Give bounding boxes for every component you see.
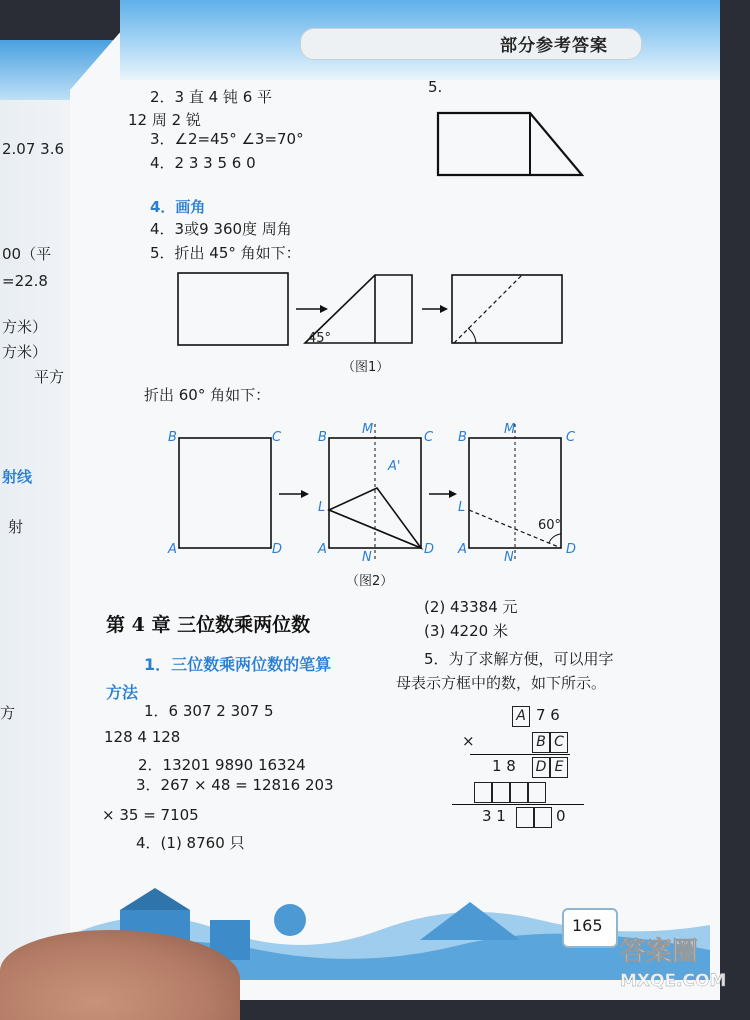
left-text-7: 射线 <box>2 468 33 486</box>
left-text-5: 方米） <box>2 343 48 361</box>
left-text-9: 方 <box>0 704 16 722</box>
answer-line-4: 4．2 3 3 5 6 0 <box>150 154 256 172</box>
figure-2-60-degree-fold <box>165 418 585 568</box>
left-text-2: 00（平 <box>2 245 52 263</box>
fig2-label-B: B <box>168 430 177 445</box>
section-4-title: 4．画角 <box>150 198 206 216</box>
watermark-bottom-text: MXQE.COM <box>620 971 727 991</box>
fig2-label-C: C <box>272 430 282 445</box>
calc-box-E: E <box>550 757 568 778</box>
left-text-1: 2.07 3.6 <box>2 140 65 158</box>
figure-2-caption: （图2） <box>346 574 394 589</box>
left-text-4: 方米） <box>2 318 48 336</box>
calc-times-sign: × <box>462 732 475 750</box>
fig2-mid-label-B: B <box>318 430 327 445</box>
section-1-line-5: × 35 = 7105 <box>102 806 199 824</box>
section-1-line-2: 128 4 128 <box>104 728 181 746</box>
fig2-label-D: D <box>272 542 283 557</box>
calc-empty-box-1 <box>474 782 492 803</box>
fig2-mid-label-N: N <box>362 550 372 565</box>
calc-empty-box-4 <box>528 782 546 803</box>
answer-5-label: 5. <box>428 78 443 96</box>
fold-60-intro: 折出 60° 角如下： <box>144 386 271 404</box>
section-4-line-1: 4．3或9 360度 周角 <box>150 220 292 238</box>
fig2-mid-label-C: C <box>424 430 434 445</box>
col2-line-2: (3) 4220 米 <box>424 622 508 640</box>
answer-line-2: 12 周 2 锐 <box>128 111 201 129</box>
fig2-right-label-C: C <box>566 430 576 445</box>
calc-row1-digits: 7 6 <box>536 706 560 724</box>
calc-row5-suffix: 0 <box>556 807 566 825</box>
section-1-title-cont: 方法 <box>106 683 139 702</box>
col2-line-3: 5．为了求解方便，可以用字 <box>424 650 614 668</box>
trapezoid-figure <box>430 105 590 180</box>
answer-line-3: 3．∠2=45° ∠3=70° <box>150 130 304 148</box>
calc-row3-digits: 1 8 <box>492 757 516 775</box>
fig2-right-label-M: M <box>504 422 516 437</box>
figure-1-angle-label: 45° <box>308 331 332 346</box>
left-text-3: =22.8 <box>2 272 48 290</box>
col2-line-1: (2) 43384 元 <box>424 598 518 616</box>
watermark-logo <box>612 928 742 992</box>
fig2-mid-label-D: D <box>424 542 435 557</box>
fig2-right-label-A: A <box>458 542 467 557</box>
fig2-right-label-N: N <box>504 550 514 565</box>
fig2-right-label-L: L <box>458 500 466 515</box>
calc-empty-box-6 <box>534 807 552 828</box>
fig2-mid-label-M: M <box>362 422 374 437</box>
calc-box-B: B <box>532 732 550 753</box>
calc-empty-box-5 <box>516 807 534 828</box>
left-text-6: 平方 <box>34 368 65 386</box>
chapter-title: 第 4 章 三位数乘两位数 <box>106 614 311 636</box>
fig2-mid-label-Aprime: A' <box>388 459 401 474</box>
calc-line-1 <box>470 754 570 755</box>
calc-box-A: A <box>512 706 530 727</box>
calc-empty-box-2 <box>492 782 510 803</box>
answer-line-1: 2．3 直 4 钝 6 平 <box>150 88 273 106</box>
watermark-top-text: 答案圈 <box>620 937 699 967</box>
fig2-right-label-D: D <box>566 542 577 557</box>
section-1-line-4: 3．267 × 48 = 12816 203 <box>136 776 334 794</box>
page-header-title: 部分参考答案 <box>500 36 608 56</box>
calc-box-C: C <box>550 732 568 753</box>
section-1-line-3: 2．13201 9890 16324 <box>138 756 306 774</box>
page-number: 165 <box>572 916 603 935</box>
fig2-label-A: A <box>168 542 177 557</box>
col2-line-4: 母表示方框中的数，如下所示。 <box>396 674 607 692</box>
section-4-line-2: 5．折出 45° 角如下： <box>150 244 301 262</box>
calc-empty-box-3 <box>510 782 528 803</box>
section-1-title: 1．三位数乘两位数的笔算 <box>144 655 332 674</box>
left-text-8: 射 <box>8 518 24 536</box>
fig2-right-label-B: B <box>458 430 467 445</box>
calc-line-2 <box>452 804 584 805</box>
fig2-mid-label-A: A <box>318 542 327 557</box>
calc-box-D: D <box>532 757 550 778</box>
figure-1-caption: （图1） <box>342 360 390 375</box>
figure-1-45-degree-fold <box>170 265 570 350</box>
calc-row5-prefix: 3 1 <box>482 807 506 825</box>
section-1-line-1: 1．6 307 2 307 5 <box>144 702 274 720</box>
fig2-mid-label-L: L <box>318 500 326 515</box>
figure-2-angle-label: 60° <box>538 518 562 533</box>
section-1-line-6: 4．(1) 8760 只 <box>136 834 245 852</box>
